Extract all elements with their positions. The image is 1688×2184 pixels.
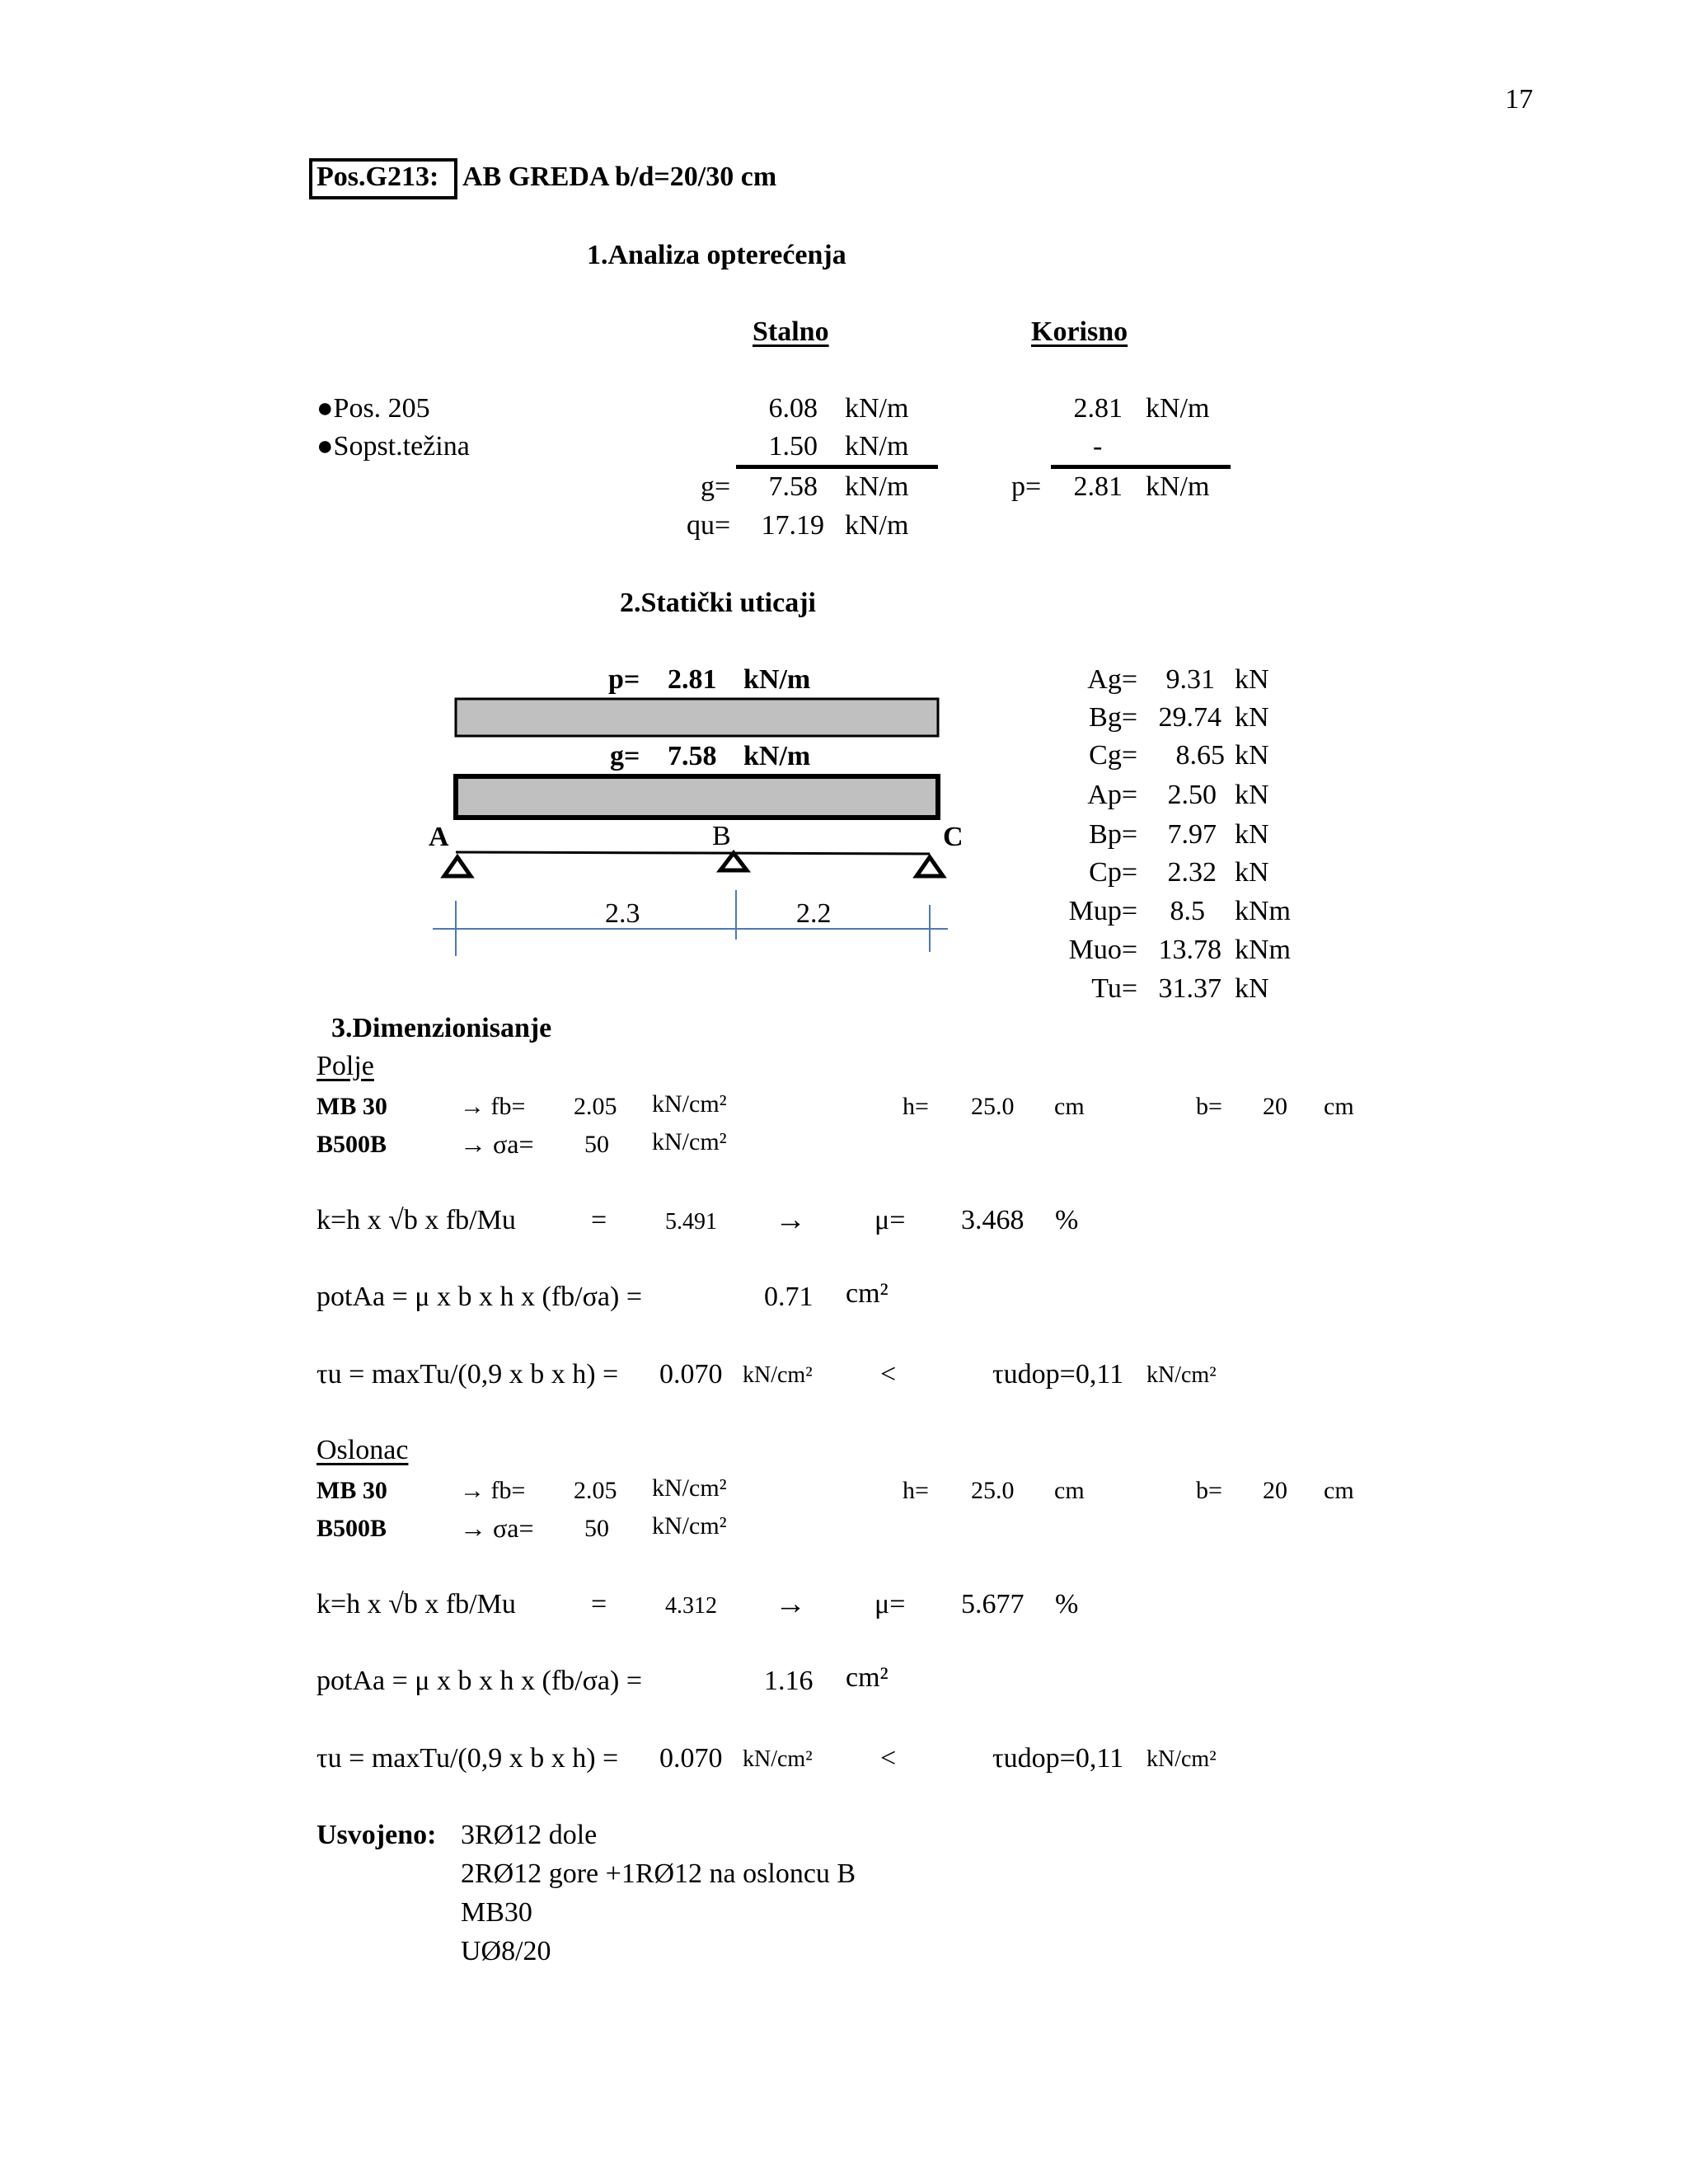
fb-label: → fb= (460, 1093, 526, 1120)
support-c-icon (917, 857, 943, 876)
result-value: 8.65 (1175, 740, 1225, 771)
h-label: h= (903, 1093, 929, 1120)
mu-unit: % (1055, 1205, 1079, 1235)
b-unit: cm (1324, 1093, 1354, 1120)
result-unit: kN (1235, 819, 1269, 850)
g-sum-value: 7.58 (768, 471, 818, 502)
fb-label: → fb= (460, 1477, 526, 1504)
less-than: < (880, 1359, 897, 1390)
fb-value: 2.05 (574, 1477, 617, 1504)
result-value: 13.78 (1158, 935, 1221, 965)
aa-value: 0.71 (764, 1282, 814, 1312)
tau-unit: kN/cm² (743, 1362, 813, 1388)
g-sum-label: g= (701, 471, 731, 502)
result-value: 9.31 (1165, 664, 1215, 695)
arrow-icon: → (775, 1586, 806, 1621)
qu-label: qu= (687, 510, 731, 541)
mu-value: 3.468 (961, 1205, 1025, 1235)
arrow-icon: → (775, 1202, 806, 1237)
p-sum-unit: kN/m (1146, 471, 1210, 502)
tau-value: 0.070 (659, 1359, 723, 1390)
g-load-block (456, 776, 938, 818)
steel-grade: B500B (316, 1131, 387, 1158)
row-g-value: 1.50 (768, 431, 818, 462)
support-label-a: A (429, 822, 449, 852)
mu-unit: % (1055, 1589, 1079, 1619)
support-label-c: C (943, 822, 964, 852)
block-heading: Polje (316, 1051, 374, 1081)
b-label: b= (1196, 1477, 1222, 1504)
tau-formula: τu = maxTu/(0,9 x b x h) = (316, 1359, 619, 1390)
block-heading: Oslonac (316, 1435, 409, 1465)
mu-value: 5.677 (961, 1589, 1025, 1619)
result-label: Tu= (1091, 973, 1137, 1004)
support-b-icon (720, 853, 747, 870)
result-unit: kN (1235, 857, 1269, 888)
b-unit: cm (1324, 1477, 1354, 1504)
adopted-line: 3RØ12 dole (461, 1820, 598, 1850)
h-unit: cm (1054, 1477, 1085, 1504)
position-label: Pos.G213: (316, 162, 439, 192)
row-p-unit: kN/m (1146, 393, 1210, 424)
adopted-label: Usvojeno: (316, 1820, 437, 1850)
qu-value: 17.19 (761, 510, 824, 541)
sigma-a-unit: kN/cm² (652, 1512, 727, 1540)
p-load-value: 2.81 (668, 664, 717, 695)
p-load-unit: kN/m (743, 664, 811, 695)
result-label: Cp= (1089, 857, 1137, 888)
fb-unit: kN/cm² (652, 1090, 727, 1118)
beam-line (456, 852, 930, 854)
row-g-value: 6.08 (768, 393, 818, 424)
concrete-grade: MB 30 (316, 1093, 387, 1120)
column-korisno: Korisno (1031, 316, 1128, 347)
result-value: 7.97 (1167, 819, 1217, 850)
fb-unit: kN/cm² (652, 1474, 727, 1502)
p-load-label: p= (608, 664, 640, 695)
g-load-unit: kN/m (743, 741, 811, 771)
row-g-unit: kN/m (845, 431, 909, 462)
b-value: 20 (1263, 1477, 1287, 1504)
adopted-line: MB30 (461, 1897, 532, 1928)
result-unit: kN (1235, 702, 1269, 733)
b-value: 20 (1263, 1093, 1287, 1120)
row-p-value: - (1093, 431, 1103, 462)
tau-value: 0.070 (659, 1743, 723, 1774)
result-label: Muo= (1068, 935, 1137, 965)
result-value: 8.5 (1170, 896, 1205, 926)
sigma-a-value: 50 (584, 1515, 609, 1542)
mu-label: μ= (874, 1205, 906, 1235)
h-value: 25.0 (971, 1093, 1015, 1120)
result-label: Bp= (1089, 819, 1137, 850)
result-label: Bg= (1089, 702, 1137, 733)
support-label-b: B (712, 821, 731, 851)
page-number: 17 (1505, 84, 1533, 115)
aa-unit: cm² (846, 1662, 889, 1693)
result-value: 31.37 (1158, 973, 1221, 1004)
result-value: 2.50 (1167, 780, 1217, 810)
g-load-value: 7.58 (668, 741, 717, 771)
steel-grade: B500B (316, 1515, 387, 1542)
k-equals: = (591, 1205, 607, 1235)
result-value: 2.32 (1167, 857, 1217, 888)
p-load-block (456, 699, 938, 736)
aa-value: 1.16 (764, 1666, 814, 1696)
concrete-grade: MB 30 (316, 1477, 387, 1504)
row-g-unit: kN/m (845, 393, 909, 424)
adopted-line: 2RØ12 gore +1RØ12 na osloncu B (461, 1858, 856, 1889)
g-load-label: g= (610, 741, 640, 771)
tau-allowed-unit: kN/cm² (1146, 1362, 1217, 1388)
result-label: Mup= (1068, 896, 1137, 926)
column-stalno: Stalno (753, 316, 829, 347)
result-unit: kN (1235, 664, 1269, 695)
sigma-a-label: → σa= (460, 1513, 534, 1543)
h-value: 25.0 (971, 1477, 1015, 1504)
span-length: 2.3 (605, 898, 640, 929)
sigma-a-value: 50 (584, 1131, 609, 1158)
mu-label: μ= (874, 1589, 906, 1619)
section-1-title: 1.Analiza opterećenja (587, 240, 846, 270)
sigma-a-label: → σa= (460, 1129, 534, 1159)
result-label: Ap= (1087, 780, 1137, 810)
sigma-a-unit: kN/cm² (652, 1128, 727, 1155)
g-sum-unit: kN/m (845, 471, 909, 502)
page-title: AB GREDA b/d=20/30 cm (462, 162, 777, 192)
support-a-icon (444, 857, 471, 876)
aa-unit: cm² (846, 1278, 889, 1309)
section-2-title: 2.Statički uticaji (620, 588, 816, 618)
tau-formula: τu = maxTu/(0,9 x b x h) = (316, 1743, 619, 1774)
result-unit: kNm (1235, 896, 1291, 926)
result-unit: kN (1235, 740, 1269, 771)
k-formula: k=h x √b x fb/Mu (316, 1589, 516, 1619)
row-label: ●Sopst.težina (316, 431, 470, 462)
result-value: 29.74 (1158, 702, 1221, 733)
k-equals: = (591, 1589, 607, 1619)
result-unit: kN (1235, 780, 1269, 810)
row-p-value: 2.81 (1073, 393, 1123, 424)
adopted-line: UØ8/20 (461, 1936, 551, 1966)
span-length: 2.2 (796, 898, 832, 929)
result-unit: kNm (1235, 935, 1291, 965)
tau-allowed: τudop=0,11 (992, 1359, 1124, 1390)
aa-formula: potAa = μ x b x h x (fb/σa) = (316, 1666, 643, 1696)
h-label: h= (903, 1477, 929, 1504)
p-sum-value: 2.81 (1073, 471, 1123, 502)
k-formula: k=h x √b x fb/Mu (316, 1205, 516, 1235)
k-value: 4.312 (665, 1593, 717, 1619)
result-unit: kN (1235, 973, 1269, 1004)
less-than: < (880, 1743, 897, 1774)
row-label: ●Pos. 205 (316, 393, 430, 424)
fb-value: 2.05 (574, 1093, 617, 1120)
k-value: 5.491 (665, 1209, 717, 1235)
h-unit: cm (1054, 1093, 1085, 1120)
b-label: b= (1196, 1093, 1222, 1120)
result-label: Ag= (1087, 664, 1137, 695)
tau-unit: kN/cm² (743, 1746, 813, 1772)
tau-allowed-unit: kN/cm² (1146, 1746, 1217, 1772)
result-label: Cg= (1089, 740, 1137, 771)
section-3-title: 3.Dimenzionisanje (331, 1013, 552, 1043)
aa-formula: potAa = μ x b x h x (fb/σa) = (316, 1282, 643, 1312)
p-sum-label: p= (1011, 471, 1042, 502)
qu-unit: kN/m (845, 510, 909, 541)
tau-allowed: τudop=0,11 (992, 1743, 1124, 1774)
